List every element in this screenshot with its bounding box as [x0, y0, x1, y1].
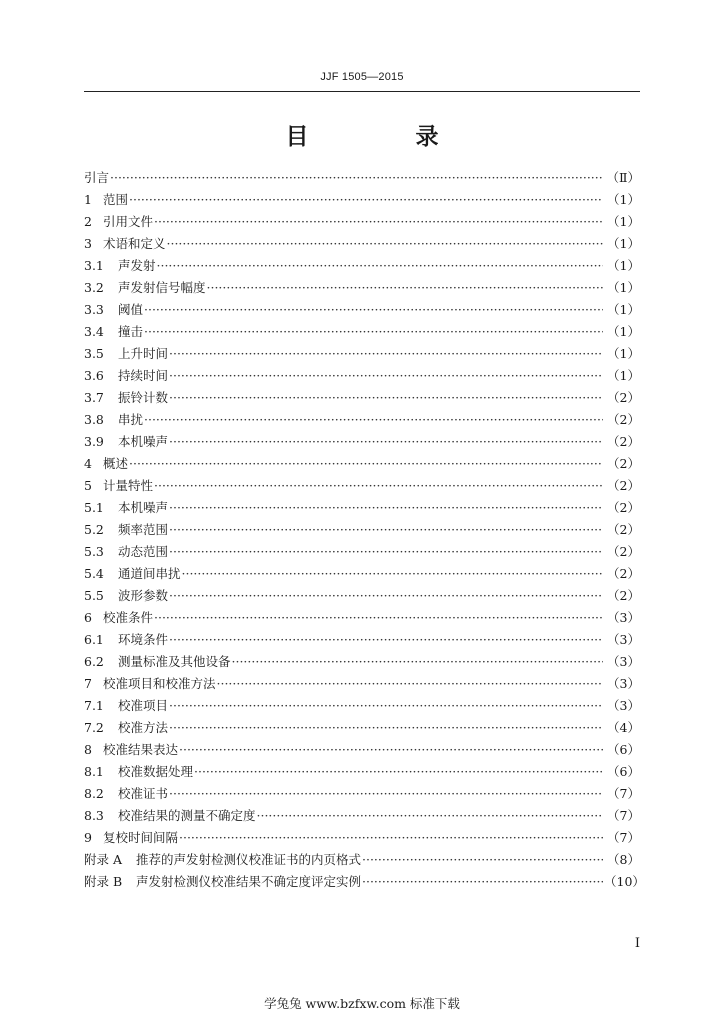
toc-entry-title: 计量特性 — [103, 478, 154, 493]
toc-entry[interactable] — [84, 277, 640, 299]
toc-entry-title: 串扰 — [118, 412, 144, 427]
toc-entry-title: 本机噪声 — [118, 500, 169, 515]
dot-leader — [157, 255, 603, 277]
toc-entry[interactable] — [84, 563, 640, 585]
toc-entry-title: 校准方法 — [118, 720, 169, 735]
dot-leader — [169, 343, 603, 365]
dot-leader — [169, 717, 603, 739]
toc-entry-page: （10） — [604, 874, 645, 889]
dot-leader — [144, 321, 603, 343]
toc-entry-page: （1） — [607, 346, 640, 361]
toc-entry-page: （2） — [607, 522, 640, 537]
toc-entry-page: （2） — [607, 478, 640, 493]
dot-leader — [154, 475, 603, 497]
toc-entry-page: （2） — [607, 544, 640, 559]
toc-entry-page: （1） — [607, 302, 640, 317]
toc-entry-page: （1） — [607, 324, 640, 339]
toc-entry-number: 5 — [84, 478, 92, 493]
dot-leader — [182, 563, 603, 585]
toc-entry-page: （1） — [607, 280, 640, 295]
dot-leader — [179, 827, 603, 849]
toc-entry-page: （Ⅱ） — [606, 170, 640, 185]
toc-entry-number: 8.1 — [84, 764, 104, 779]
toc-entry-page: （1） — [607, 214, 640, 229]
toc-entry-title: 推荐的声发射检测仪校准证书的内页格式 — [136, 852, 362, 867]
toc-entry-number: 8 — [84, 742, 92, 757]
toc-entry-title: 环境条件 — [118, 632, 169, 647]
toc-entry-page: （6） — [607, 764, 640, 779]
document-code-header: JJF 1505—2015 — [320, 71, 404, 83]
toc-entry-number: 7 — [84, 676, 92, 691]
dot-leader — [362, 849, 603, 871]
page-number: I — [634, 936, 640, 951]
toc-entry[interactable] — [84, 629, 640, 651]
toc-entry-number: 7.1 — [84, 698, 104, 713]
toc-entry-number: 1 — [84, 192, 92, 207]
toc-entry-number: 5.5 — [84, 588, 104, 603]
toc-entry-title: 测量标准及其他设备 — [118, 654, 231, 669]
toc-entry-title: 持续时间 — [118, 368, 169, 383]
toc-entry-title: 撞击 — [118, 324, 144, 339]
toc-entry-page: （2） — [607, 566, 640, 581]
toc-entry-page: （1） — [607, 192, 640, 207]
toc-entry-page: （2） — [607, 412, 640, 427]
dot-leader — [362, 871, 603, 893]
toc-entry[interactable] — [84, 299, 640, 321]
toc-entry-number: 3.3 — [84, 302, 104, 317]
toc-entry-page: （1） — [607, 258, 640, 273]
toc-entry-title: 本机噪声 — [118, 434, 169, 449]
dot-leader — [169, 585, 603, 607]
toc-entry-page: （7） — [607, 786, 640, 801]
dot-leader — [194, 761, 603, 783]
toc-entry-title: 校准项目 — [118, 698, 169, 713]
toc-entry-number: 3.7 — [84, 390, 104, 405]
toc-entry-title: 引用文件 — [103, 214, 154, 229]
toc-entry-title: 波形参数 — [118, 588, 169, 603]
toc-entry-title: 校准数据处理 — [118, 764, 194, 779]
dot-leader — [169, 431, 603, 453]
toc-entry-number: 附录 B — [84, 874, 123, 889]
toc-entry-number: 3.1 — [84, 258, 104, 273]
toc-entry-page: （7） — [607, 830, 640, 845]
dot-leader — [257, 805, 603, 827]
toc-entry-number: 4 — [84, 456, 92, 471]
toc-entry[interactable] — [84, 387, 640, 409]
toc-entry-page: （3） — [607, 698, 640, 713]
toc-entry[interactable] — [84, 365, 640, 387]
dot-leader — [144, 299, 603, 321]
table-of-contents — [84, 167, 645, 893]
toc-entry-number: 3.9 — [84, 434, 104, 449]
dot-leader — [110, 167, 603, 189]
toc-entry-page: （6） — [607, 742, 640, 757]
toc-entry[interactable] — [84, 343, 640, 365]
toc-entry-page: （2） — [607, 390, 640, 405]
toc-entry-title: 复校时间间隔 — [103, 830, 179, 845]
toc-entry-number: 5.3 — [84, 544, 104, 559]
toc-entry[interactable] — [84, 783, 640, 805]
toc-entry[interactable] — [84, 673, 640, 695]
toc-entry-title: 引言 — [84, 170, 110, 185]
toc-entry-page: （1） — [607, 368, 640, 383]
dot-leader — [217, 673, 603, 695]
toc-entry[interactable] — [84, 211, 640, 233]
toc-entry-title: 校准项目和校准方法 — [103, 676, 216, 691]
toc-entry-page: （4） — [607, 720, 640, 735]
toc-entry-title: 术语和定义 — [103, 236, 166, 251]
toc-entry-title: 校准结果表达 — [103, 742, 179, 757]
toc-entry-number: 2 — [84, 214, 92, 229]
dot-leader — [129, 189, 603, 211]
toc-entry-title: 声发射信号幅度 — [118, 280, 206, 295]
toc-entry[interactable] — [84, 321, 640, 343]
toc-entry[interactable] — [84, 871, 645, 893]
header-rule — [84, 91, 640, 92]
toc-entry[interactable] — [84, 453, 640, 475]
toc-entry[interactable] — [84, 409, 640, 431]
toc-entry[interactable] — [84, 167, 640, 189]
dot-leader — [169, 695, 603, 717]
toc-entry[interactable] — [84, 255, 640, 277]
dot-leader — [167, 233, 603, 255]
toc-entry[interactable] — [84, 805, 640, 827]
toc-entry-number: 5.4 — [84, 566, 104, 581]
toc-entry[interactable] — [84, 431, 640, 453]
toc-entry-number: 8.3 — [84, 808, 104, 823]
page-title: 目 录 — [285, 123, 481, 150]
toc-entry[interactable] — [84, 233, 640, 255]
toc-entry[interactable] — [84, 761, 640, 783]
dot-leader — [169, 519, 603, 541]
toc-entry-number: 3.6 — [84, 368, 104, 383]
toc-entry-number: 6.2 — [84, 654, 104, 669]
toc-entry-number: 3.5 — [84, 346, 104, 361]
toc-entry[interactable] — [84, 475, 640, 497]
toc-entry[interactable] — [84, 739, 640, 761]
toc-entry-number: 6.1 — [84, 632, 104, 647]
dot-leader — [144, 409, 603, 431]
toc-entry-title: 校准证书 — [118, 786, 169, 801]
toc-entry-title: 声发射检测仪校准结果不确定度评定实例 — [136, 874, 362, 889]
toc-entry-title: 校准条件 — [103, 610, 154, 625]
toc-entry-page: （2） — [607, 456, 640, 471]
dot-leader — [169, 783, 603, 805]
toc-entry-number: 8.2 — [84, 786, 104, 801]
toc-entry-page: （2） — [607, 434, 640, 449]
toc-entry-page: （8） — [607, 852, 640, 867]
toc-entry-title: 阈值 — [118, 302, 144, 317]
toc-entry-title: 声发射 — [118, 258, 156, 273]
toc-entry[interactable] — [84, 189, 640, 211]
dot-leader — [154, 607, 603, 629]
toc-entry-page: （3） — [607, 610, 640, 625]
toc-entry[interactable] — [84, 607, 640, 629]
toc-entry-number: 7.2 — [84, 720, 104, 735]
toc-entry-number: 3 — [84, 236, 92, 251]
dot-leader — [169, 541, 603, 563]
toc-entry-page: （2） — [607, 500, 640, 515]
dot-leader — [179, 739, 603, 761]
toc-entry[interactable] — [84, 497, 640, 519]
toc-entry[interactable] — [84, 695, 640, 717]
toc-entry-title: 振铃计数 — [118, 390, 169, 405]
footer-watermark: 学兔兔 www.bzfxw.com 标准下载 — [264, 996, 460, 1011]
toc-entry-number: 5.2 — [84, 522, 104, 537]
toc-entry-title: 动态范围 — [118, 544, 169, 559]
toc-entry-title: 校准结果的测量不确定度 — [118, 808, 256, 823]
toc-entry[interactable] — [84, 519, 640, 541]
dot-leader — [169, 387, 603, 409]
toc-entry-page: （3） — [607, 632, 640, 647]
toc-entry-title: 概述 — [103, 456, 129, 471]
toc-entry-page: （2） — [607, 588, 640, 603]
dot-leader — [129, 453, 603, 475]
toc-entry-page: （1） — [607, 236, 640, 251]
toc-entry-page: （3） — [607, 654, 640, 669]
toc-entry[interactable] — [84, 541, 640, 563]
toc-entry-title: 范围 — [103, 192, 129, 207]
toc-entry-number: 9 — [84, 830, 92, 845]
toc-entry-title: 通道间串扰 — [118, 566, 181, 581]
toc-entry-number: 3.8 — [84, 412, 104, 427]
toc-entry-page: （7） — [607, 808, 640, 823]
toc-entry[interactable] — [84, 651, 640, 673]
dot-leader — [232, 651, 603, 673]
toc-entry[interactable] — [84, 717, 640, 739]
toc-entry[interactable] — [84, 827, 640, 849]
dot-leader — [154, 211, 603, 233]
toc-entry-title: 上升时间 — [118, 346, 169, 361]
toc-entry-number: 5.1 — [84, 500, 104, 515]
toc-entry-title: 频率范围 — [118, 522, 169, 537]
dot-leader — [169, 365, 603, 387]
toc-entry-number: 3.4 — [84, 324, 104, 339]
toc-entry-number: 6 — [84, 610, 92, 625]
dot-leader — [207, 277, 603, 299]
toc-entry-page: （3） — [607, 676, 640, 691]
dot-leader — [169, 629, 603, 651]
toc-entry[interactable] — [84, 849, 640, 871]
toc-entry-number: 附录 A — [84, 852, 123, 867]
toc-entry-number: 3.2 — [84, 280, 104, 295]
toc-entry[interactable] — [84, 585, 640, 607]
dot-leader — [169, 497, 603, 519]
